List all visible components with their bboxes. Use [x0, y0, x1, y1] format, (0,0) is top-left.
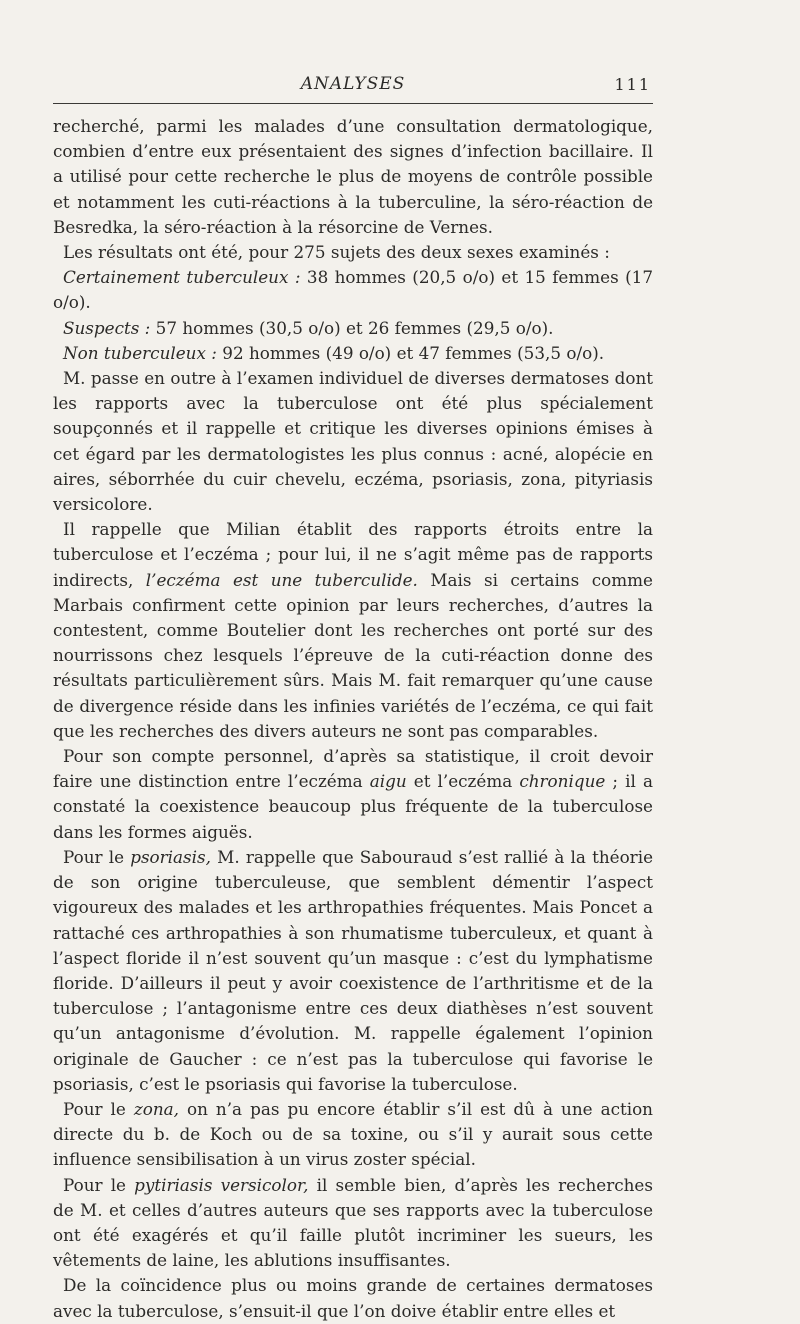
paragraph: [53, 1097, 653, 1173]
category-label: Non tuberculeux :: [63, 342, 217, 363]
category-label: Certainement tuberculeux :: [63, 267, 301, 288]
emphasis: aigu: [369, 771, 407, 792]
running-title: ANALYSES: [300, 74, 406, 94]
page-number: 111: [614, 75, 651, 94]
result-text: 38 hommes (20,5 o/o) et 15 femmes (17 o/o).: [53, 267, 653, 313]
emphasis: l’eczéma est une tuberculide.: [145, 569, 418, 590]
paragraph: recherché, parmi les malades d’une consultation dermatologique, combien d’entre eux présentaient des signes d’infection bacillaire. Il a utilisé pour cette recherche le plus de moyens de contrôle possible et notamment les cuti-réactions à la tuberculine, la séro-réaction de Besredka, la séro-réaction à la résorcine de Vernes.: [53, 116, 653, 237]
emphasis: pytiriasis versicolor,: [134, 1174, 309, 1195]
body-text: [53, 114, 653, 1324]
text-run: on n’a pas pu encore établir s’il est dû à une action directe du b. de Koch ou de sa toxine, ou s’il y aurait sous cette influence sensibilisation à un virus zoster spécial.: [53, 1098, 653, 1170]
category-label: Suspects :: [63, 317, 151, 338]
emphasis: chronique: [519, 771, 606, 792]
paragraph: [53, 316, 653, 341]
text-run: Mais si certains comme Marbais confirment cette opinion par leurs recherches, d’autres la contestent, comme Boutelier dont les recherches ont porté sur des nourrissons chez lesquels l’épreuve de la cuti-réaction donne des résultats particulièrement sûrs. Mais M. fait remarquer qu’une cause de divergence réside dans les infinies variétés de l’eczéma, ce qui fait que les recherches des divers auteurs ne sont pas comparables.: [53, 569, 653, 741]
paragraph: [53, 1173, 653, 1274]
header-rule: [53, 103, 653, 104]
paragraph: M. passe en outre à l’examen individuel de diverses dermatoses dont les rapports avec la tuberculose ont été plus spécialement soupçonnés et il rappelle et critique les diverses opinions émises à cet égard par les dermatologistes les plus connus : acné, alopécie en aires, séborrhée du cuir chevelu, eczéma, psoriasis, zona, pityriasis versicolore.: [53, 368, 653, 515]
text-run: il semble bien, d’après les recherches de M. et celles d’autres auteurs que ses rapports avec la tuberculose ont été exagérés et qu’il faille plutôt incriminer les sueurs, les vêtements de laine, les ablutions insuffisantes.: [53, 1174, 653, 1271]
text-run: M. rappelle que Sabouraud s’est rallié à la théorie de son origine tuberculeuse, que semblent démentir l’aspect vigoureux des malades et les arthropathies fréquentes. Mais Poncet a rattaché ces arthropathies à son rhumatisme tuberculeux, et quant à l’aspect floride il n’est souvent qu’un masque : c’est du lymphatisme floride. D’ailleurs il peut y avoir coexistence de l’arthritisme et de la tuberculose ; l’antagonisme entre ces deux diathèses n’est souvent qu’un antagonisme d’évolution. M. rappelle également l’opinion originale de Gaucher : ce n’est pas la tuberculose qui favorise le psoriasis, c’est le psoriasis qui favorise la tuberculose.: [53, 846, 653, 1094]
result-text: 92 hommes (49 o/o) et 47 femmes (53,5 o/o).: [216, 342, 605, 363]
text-run: Pour le: [63, 1174, 135, 1195]
paragraph: [53, 265, 653, 315]
paragraph: [53, 845, 653, 1097]
text-run: ; il a constaté la coexistence beaucoup plus fréquente de la tuberculose dans les formes aiguës.: [53, 771, 653, 842]
page-header: [53, 74, 653, 102]
text-run: Pour le: [63, 1098, 134, 1119]
paragraph: [53, 341, 653, 366]
text-run: Il rappelle que Milian établit des rapports étroits entre la tuberculose et l’eczéma ; pour lui, il ne s’agit même pas de rapports indirects,: [53, 519, 653, 590]
result-text: 57 hommes (30,5 o/o) et 26 femmes (29,5 o/o).: [150, 317, 554, 338]
text-run: Pour son compte personnel, d’après sa statistique, il croit devoir faire une distinction entre l’eczéma: [53, 746, 653, 792]
emphasis: zona,: [133, 1098, 179, 1119]
paragraph: [53, 744, 653, 845]
emphasis: psoriasis,: [130, 846, 211, 867]
text-run: Pour le: [63, 846, 131, 867]
paragraph: Les résultats ont été, pour 275 sujets des deux sexes examinés :: [63, 242, 610, 263]
paragraph: De la coïncidence plus ou moins grande de certaines dermatoses avec la tuberculose, s’ensuit-il que l’on doive établir entre elles et: [53, 1275, 653, 1321]
text-run: et l’eczéma: [406, 771, 520, 792]
paragraph: [53, 517, 653, 744]
